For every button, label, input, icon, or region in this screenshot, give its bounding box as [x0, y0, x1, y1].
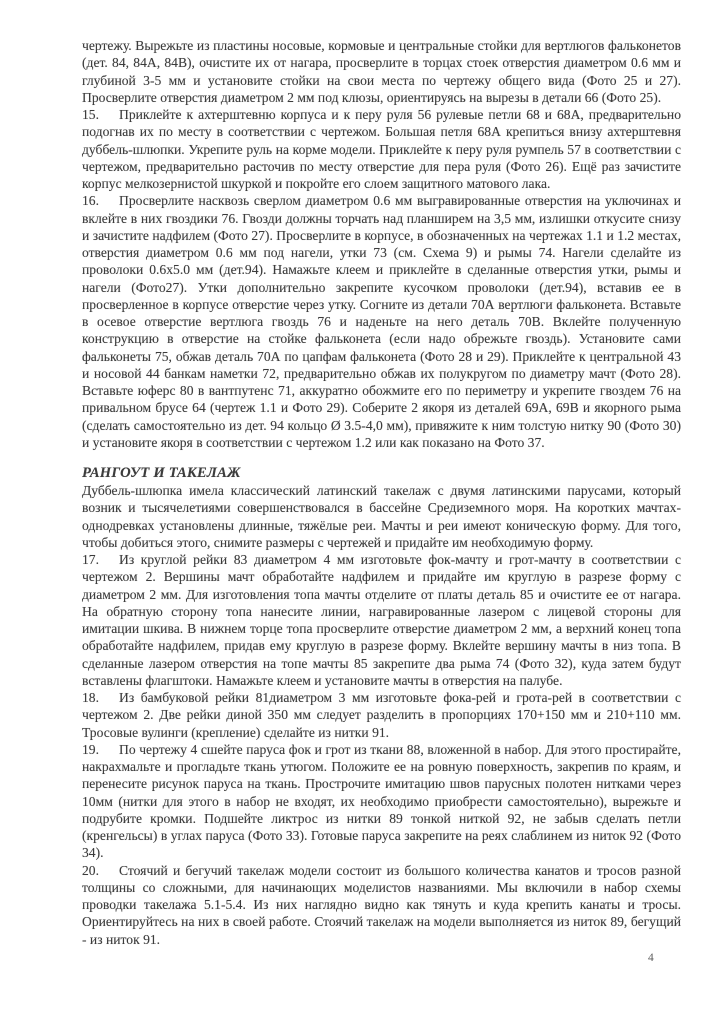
- paragraph-text: чертежу. Вырежьте из пластины носовые, кормовые и центральные стойки для вертлюгов фальконетов (дет. 84, 84А, 84В), очистите их от нагара, просверлите в торцах стоек отверстия диаметром 0.6 мм и глубиной 3-5 мм и установите стойки на свои места по чертежу общего вида (Фото 25 и 27). Просверлите отверстия диаметром 2 мм под клюзы, ориентируясь на вырезы в детали 66 (Фото 25).: [82, 38, 681, 105]
- paragraph-number: 20.: [82, 862, 99, 878]
- paragraph-18: [82, 689, 681, 741]
- paragraph-text: Приклейте к ахтерштевню корпуса и к перу руля 56 рулевые петли 68 и 68А, предварительно подогнав их по месту в соответствии с чертежом. Большая петля 68А крепиться внизу ахтерштевня дуббель-шлюпки. Укрепите руль на корме модели. Приклейте к перу руля румпель 57 в соответствии с чертежом, предварительно расточив по месту отверстие для пера руля (Фото 26). Ещё раз зачистите корпус мелкозернистой шкуркой и покройте его слоем защитного матового лака.: [82, 107, 681, 191]
- paragraph-text: Дуббель-шлюпка имела классический латинский такелаж с двумя латинскими парусами, который возник и тысячелетиями совершенствовался в бассейне Средиземного моря. На коротких мачтах-однодревках установлены длинные, тяжёлые реи. Мачты и реи имеют коническую форму. Для того, чтобы добиться этого, снимите размеры с чертежей и придайте им необходимую форму.: [82, 483, 681, 550]
- paragraph-20: [82, 862, 681, 948]
- text-column: [82, 37, 681, 948]
- paragraph-number: 17.: [82, 552, 99, 567]
- paragraph-text: Просверлите насквозь сверлом диаметром 0.6 мм выгравированные отверстия на уключинах и вклейте в них гвоздики 76. Гвозди должны торчать над планширем на 3,5 мм, излишки откусите снизу и зачистите надфилем (Фото 27). Просверлите в корпусе, в обозначенных на чертежах 1.1 и 1.2 местах, отверстия диаметром 0.6 мм под нагели, утки 73 (см. Схема 9) и рымы 74. Нагели сделайте из проволоки 0.6х5.0 мм (дет.94). Намажьте клеем и приклейте в сделанные отверстия утки, рымы и нагели (Фото27). Утки дополнительно закрепите кусочком проволоки (дет.94), вставив ее в просверленное в корпусе отверстие через утку. Согните из детали 70А вертлюги фальконета. Вставьте в осевое отверстие вертлюга гвоздь 76 и наденьте на него деталь 70В. Вклейте полученную конструкцию в отверстие на стойке фальконета (если надо обрежьте гвоздь). Установите сами фальконеты 75, обжав деталь 70А по цапфам фальконета (Фото 28 и 29). Приклейте к центральной 43 и носовой 44 банкам наметки 72, предварительно обжав их полукругом по диаметру мачт (Фото 28). Вставьте юферс 80 в вантпутенс 71, аккуратно обожмите его по периметру и укрепите гвоздем 76 на привальном брусе 64 (чертеж 1.1 и Фото 29). Соберите 2 якоря из деталей 69А, 69В и якорного рыма (сделать самостоятельно из дет. 94 кольцо Ø 3.5-4,0 мм), привяжите к ним толстую нитку 90 (Фото 30) и установите якоря в соответствии с чертежом 1.2 или как показано на Фото 37.: [82, 193, 681, 450]
- paragraph-text: По чертежу 4 сшейте паруса фок и грот из ткани 88, вложенной в набор. Для этого простирайте, накрахмальте и прогладьте ткань утюгом. Положите ее на ровную поверхность, закрепив по краям, и перенесите рисунок паруса на ткань. Прострочите имитацию швов парусных полотен нитками через 10мм (нитки для этого в набор не входят, их необходимо приобрести самостоятельно), вырежьте и подрубите кромки. Подшейте ликтрос из нитки 89 тонкой ниткой 92, не забыв сделать петли (кренгельсы) в углах паруса (Фото 33). Готовые паруса закрепите на реях слаблинем из ниток 92 (Фото 34).: [82, 741, 681, 861]
- continuation-paragraph: [82, 37, 681, 106]
- paragraph-text: Из бамбуковой рейки 81диаметром 3 мм изготовьте фока-рей и грота-рей в соответствии с чертежом 2. Две рейки диной 350 мм следует разделить в пропорциях 170+150 мм и 210+110 мм. Тросовые вулинги (крепление) сделайте из нитки 91.: [82, 690, 681, 740]
- section-heading: РАНГОУТ И ТАКЕЛАЖ: [82, 465, 241, 481]
- paragraph-number: 18.: [82, 690, 99, 705]
- paragraph-number: 19.: [82, 741, 99, 757]
- paragraph-19: [82, 741, 681, 862]
- paragraph-15: [82, 106, 681, 192]
- page-number: 4: [648, 952, 654, 964]
- paragraph-text: Из круглой рейки 83 диаметром 4 мм изготовьте фок-мачту и грот-мачту в соответствии с чертежом 2. Вершины мачт обработайте надфилем и придайте им круглую в разрезе форму с диаметром 2 мм. Для изготовления топа мачты отделите от платы деталь 85 и очистите ее от нагара. На обратную сторону топа нанесите линии, награвированные лазером с лицевой стороны для имитации шкива. В нижнем торце топа просверлите отверстие диаметром 2 мм, а верхний конец топа обработайте надфилем, придав ему круглую в разрезе форму. Вклейте вершину мачты в низ топа. В сделанные лазером отверстия на топе мачты 85 закрепите два рыма 74 (Фото 32), куда затем будут вставлены флагштоки. Намажьте клеем и установите мачты в отверстия на палубе.: [82, 552, 681, 688]
- paragraph-17: [82, 551, 681, 689]
- paragraph-number: 16.: [82, 193, 99, 209]
- section-intro-paragraph: [82, 482, 681, 551]
- paragraph-text: Стоячий и бегучий такелаж модели состоит из большого количества канатов и тросов разной толщины со сложными, для начинающих моделистов названиями. Мы включили в набор схемы проводки такелажа 5.1-5.4. Из них наглядно видно как тянуть и куда крепить канаты и тросы. Ориентируйтесь на них в своей работе. Стоячий такелаж на модели выполняется из ниток 89, бегущий - из ниток 91.: [82, 862, 681, 947]
- paragraph-number: 15.: [82, 107, 99, 122]
- paragraph-16: [82, 192, 681, 451]
